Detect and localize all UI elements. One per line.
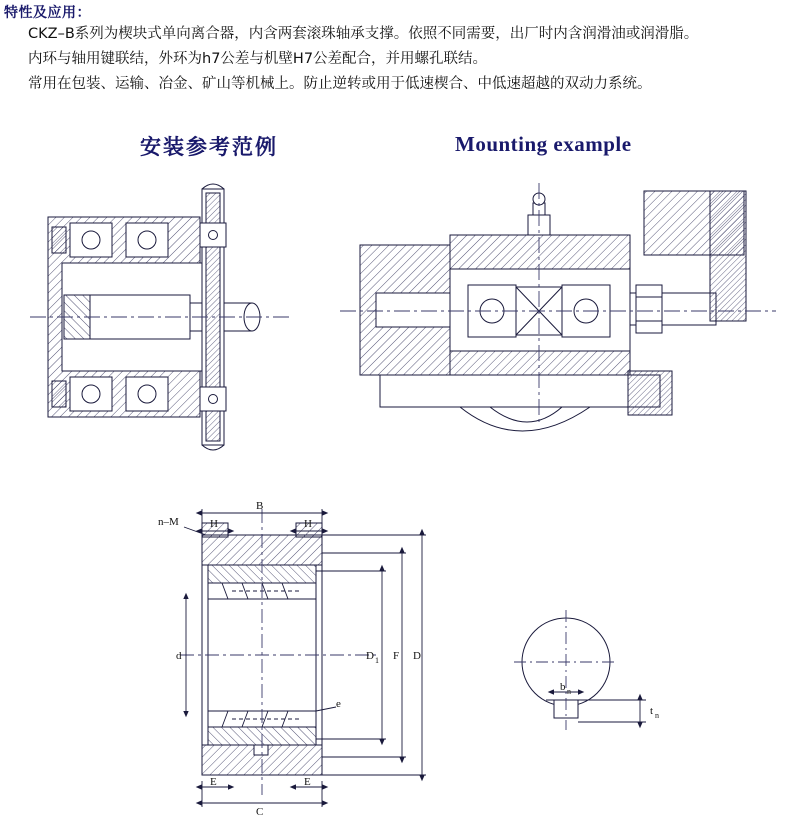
keyway-detail-drawing — [500, 600, 680, 760]
dim-label-nM: n–M — [158, 516, 179, 528]
dim-label-e: e — [336, 698, 341, 710]
dim-label-bn: b — [560, 681, 566, 693]
dim-label-tn-sub: n — [655, 711, 659, 720]
dim-label-D1-sub: 1 — [375, 656, 379, 665]
heading-english: Mounting example — [455, 132, 632, 156]
dim-label-E-left: E — [210, 776, 217, 788]
description-line-1: CKZ–B系列为楔块式单向离合器，内含两套滚珠轴承支撑。依照不同需要，出厂时内含润滑油或润滑脂。 — [28, 26, 699, 42]
section-title: 特性及应用： — [4, 5, 91, 21]
dim-label-d: d — [176, 650, 182, 662]
dim-label-D: D — [413, 650, 421, 662]
dim-label-H-right: H — [304, 518, 312, 530]
description-line-2: 内环与轴用键联结，外环为h7公差与机壁H7公差配合，并用螺孔联结。 — [28, 51, 488, 67]
dim-label-tn: t — [650, 705, 654, 717]
dimension-drawing — [150, 495, 440, 815]
dim-label-bn-sub: n — [567, 687, 571, 696]
dim-label-D1: D — [366, 650, 374, 662]
dim-label-H-left: H — [210, 518, 218, 530]
description-line-3: 常用在包装、运输、冶金、矿山等机械上。防止逆转或用于低速楔合、中低速超越的双动力系统。 — [28, 76, 652, 92]
dim-label-B: B — [256, 500, 264, 512]
dim-label-E-right: E — [304, 776, 311, 788]
mounting-example-drawing-cn — [30, 175, 320, 475]
dim-label-F: F — [393, 650, 400, 662]
dim-label-C: C — [256, 806, 264, 815]
heading-chinese: 安装参考范例 — [140, 135, 278, 159]
mounting-example-drawing-en — [340, 175, 780, 465]
